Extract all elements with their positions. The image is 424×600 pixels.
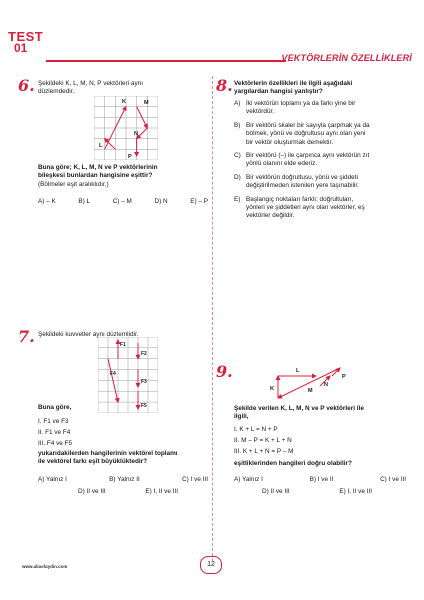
label-f2: F2 (141, 351, 147, 357)
q9-stem-line2: ilgili, (234, 413, 249, 421)
q8-option-e[interactable] (234, 196, 414, 221)
column-divider (212, 76, 213, 561)
q7-option-e[interactable]: E) I, II ve III (145, 488, 178, 495)
vec-p (332, 368, 340, 376)
q6-option-b[interactable]: B) L (78, 198, 91, 205)
question-8-options (234, 100, 414, 226)
question-9-options-row-2 (262, 488, 372, 495)
q8-option-line: yönleri ve şiddetleri aynı olan vektörler, eş (246, 204, 365, 212)
test-badge (0, 30, 46, 60)
page-number: 12 (200, 556, 222, 574)
q8-option-line: vektörler değildir. (246, 212, 295, 220)
question-9-stem (234, 405, 364, 422)
question-8-number: 8. (216, 76, 233, 95)
q8-option-b[interactable] (234, 122, 414, 147)
q8-option-a[interactable] (234, 100, 414, 117)
label-n: N (324, 382, 328, 388)
question-9-vector-figure (268, 358, 358, 402)
question-7-number: 7. (18, 327, 35, 346)
label-f5: F5 (141, 403, 147, 409)
q6-stem-line2: düzlemdedir. (38, 88, 75, 96)
q6-option-e[interactable]: E) – P (190, 198, 208, 205)
q8-option-line: Başlangıç noktaları farklı; doğrultuları, (246, 195, 354, 203)
question-6-ask (38, 164, 158, 181)
q8-option-c[interactable] (234, 152, 414, 169)
q8-option-label: D) (234, 173, 241, 181)
q9-option-c[interactable]: C) I ve III (380, 476, 406, 483)
q7-option-a[interactable]: A) Yalnız I (38, 476, 67, 483)
label-m: M (308, 388, 313, 394)
q8-option-text (246, 122, 370, 147)
label-p: P (342, 374, 346, 380)
q8-option-label: A) (234, 100, 241, 107)
q8-stem-line1: Vektörlerin özellikleri ile ilgili aşağıdaki (234, 80, 353, 87)
question-6-stem (38, 80, 143, 97)
question-6-grid-figure (94, 96, 158, 160)
q9-item-1: I. K + L = N + P (234, 426, 278, 433)
q9-option-b[interactable]: B) I ve II (309, 476, 334, 483)
q9-stem-line1: Şekilde verilen K, L, M, N ve P vektörleri ile (234, 405, 364, 412)
q8-option-line: yönlü olanını elde ederiz. (246, 160, 318, 168)
question-8-stem (234, 80, 352, 97)
question-6-note: (Bölmeler eşit aralıklıdır.) (38, 181, 109, 188)
vector-n (137, 128, 148, 139)
q9-item-2: II. M – P = K + L + N (234, 437, 292, 444)
question-7-items (38, 416, 72, 449)
q6-option-a[interactable]: A) – K (38, 198, 56, 205)
question-9-items (234, 424, 294, 457)
question-9-ask: eşitliklerinden hangileri doğru olabilir? (234, 460, 352, 467)
question-9-options-row-1 (234, 476, 406, 483)
q8-option-d[interactable] (234, 174, 414, 191)
q9-option-d[interactable]: D) II ve III (262, 488, 290, 495)
q8-option-line: değiştirilmeden istenilen yere taşınabilir. (246, 182, 359, 190)
q7-item-3: III. F4 ve F5 (38, 440, 73, 447)
test-number: 01 (14, 41, 28, 55)
question-7-options-row-1 (38, 476, 208, 483)
q8-option-line: Bir vektörü (–) ile çarpınca aynı vektörün zıt (246, 152, 370, 160)
question-7-ask-2 (38, 450, 178, 467)
q6-option-c[interactable]: C) – M (112, 198, 132, 205)
q8-option-text (246, 196, 365, 221)
q8-option-label: E) (234, 195, 241, 203)
q6-ask-line2: bileşkesi bunlardan hangisine eşittir? (38, 172, 153, 180)
label-p: P (128, 154, 132, 160)
header-rule (46, 60, 286, 62)
q7-option-c[interactable]: C) I ve III (182, 476, 208, 483)
label-k: K (122, 99, 126, 105)
q8-option-text (246, 152, 369, 169)
q8-option-text (246, 100, 355, 117)
q7-item-1: I. F1 ve F3 (38, 418, 69, 425)
q8-option-line: vektördür. (246, 108, 275, 116)
q8-option-label: C) (234, 152, 241, 160)
q9-option-e[interactable]: E) I, II ve III (339, 488, 372, 495)
q7-ask2-line1: yukarıdakilerden hangilerinin vektörel toplamı (38, 450, 178, 457)
q9-item-3: III. K + L + N = P – M (234, 448, 294, 455)
q8-option-line: Bir vektörün doğrultusu, yönü ve şiddeti (246, 173, 358, 181)
label-k: K (270, 386, 274, 392)
q7-option-b[interactable]: B) Yalnız II (109, 476, 140, 483)
q8-option-text (246, 174, 359, 191)
label-l: L (99, 143, 103, 149)
q7-ask2-line2: ile vektörel farkı eşit büyüklüktedir? (38, 458, 148, 466)
test-label: TEST (8, 29, 44, 44)
vector-l (105, 139, 116, 150)
label-f3: F3 (141, 379, 147, 385)
question-7-options-row-2 (78, 488, 178, 495)
question-7-ask: Buna göre, (38, 404, 72, 411)
label-l: L (296, 368, 300, 374)
question-6-number: 6. (18, 76, 35, 95)
question-7-grid-figure (98, 337, 158, 413)
q8-option-line: İki vektörün toplamı ya da farkı yine bir (246, 100, 356, 107)
q7-item-2: II. F1 ve F4 (38, 429, 71, 436)
q8-option-line: bölmek, yönü ve doğrultusu aynı olan yeni (246, 130, 366, 138)
section-title: VEKTÖRLERİN ÖZELLİKLERİ (281, 53, 412, 63)
q6-stem-line1: Şekildeki K, L, M, N, P vektörleri aynı (38, 80, 144, 87)
footer-url[interactable]: www.aliasfaydin.com (22, 564, 68, 569)
label-m: M (144, 100, 149, 106)
label-n: N (134, 131, 138, 137)
q8-option-line: Bir vektörü skaler bir sayıyla çarpmak ya da (246, 121, 370, 129)
q6-ask-line1: Buna göre; K, L, M, N ve P vektörlerinin (38, 164, 158, 171)
question-6-options (38, 198, 208, 205)
q8-stem-line2: yargılardan hangisi yanlıştır? (234, 88, 323, 96)
label-f1: F1 (120, 342, 126, 348)
q8-option-line: bir vektör oluşturmak demektir. (246, 138, 334, 146)
question-9-number: 9. (216, 362, 233, 381)
question-7-stem: Şekildeki kuvvetler aynı düzlemlidir. (38, 331, 139, 338)
q9-option-a[interactable]: A) Yalnız I (234, 476, 263, 483)
label-f4: F4 (110, 371, 116, 377)
q7-option-d[interactable]: D) II ve III (78, 488, 106, 495)
q8-option-label: B) (234, 121, 241, 129)
q6-option-d[interactable]: D) N (154, 198, 168, 205)
